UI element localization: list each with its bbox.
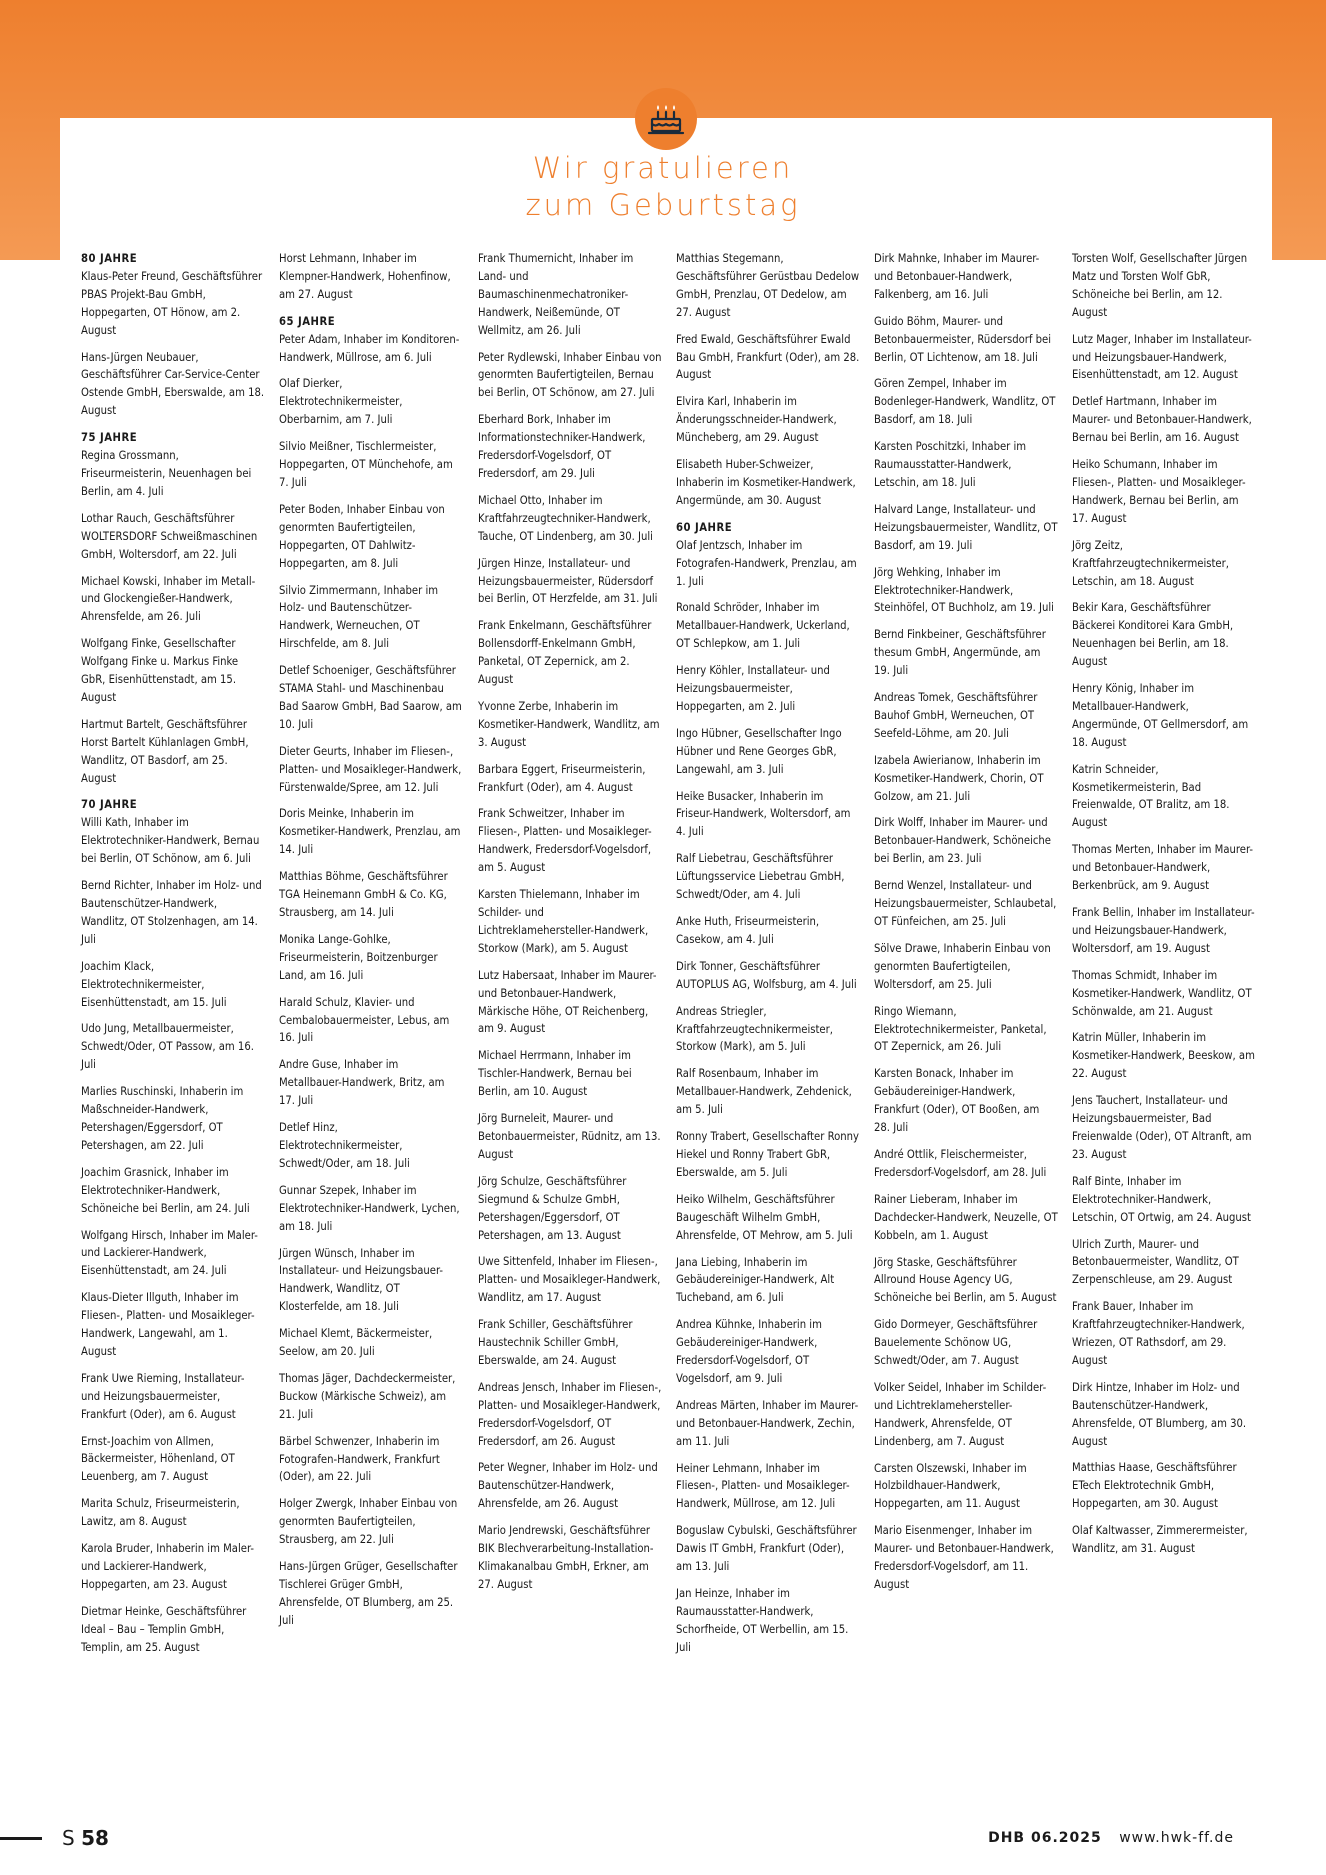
list-item: Lothar Rauch, Geschäftsführer WOLTERSDORF Schweißmaschinen GmbH, Woltersdorf, am 22. Juli	[81, 511, 258, 561]
list-item: Ralf Liebetrau, Geschäftsführer Lüftungsservice Liebetrau GmbH, Schwedt/Oder, am 4. Juli	[676, 852, 845, 902]
list-item: Matthias Haase, Geschäftsführer ETech Elektrotechnik GmbH, Hoppegarten, am 30. August	[1072, 1461, 1237, 1511]
list-item: Udo Jung, Metallbauermeister, Schwedt/Oder, OT Passow, am 16. Juli	[81, 1022, 254, 1072]
list-item: Bernd Richter, Inhaber im Holz- und Bautenschützer-Handwerk, Wandlitz, OT Stolzenhagen, am 14. Juli	[81, 879, 262, 946]
list-item: Eberhard Bork, Inhaber im Informationstechniker-Handwerk, Fredersdorf-Vogelsdorf, OT Fredersdorf, am 29. Juli	[478, 413, 646, 480]
list-column-2	[279, 250, 463, 1639]
footer-rule	[0, 1837, 42, 1840]
list-item: Andre Guse, Inhaber im Metallbauer-Handwerk, Britz, am 17. Juli	[279, 1058, 445, 1108]
list-item: Harald Schulz, Klavier- und Cembalobauermeister, Lebus, am 16. Juli	[279, 995, 450, 1045]
page-prefix: S	[62, 1826, 75, 1850]
list-item: Ronny Trabert, Gesellschafter Ronny Hiekel und Ronny Trabert GbR, Eberswalde, am 5. Juli	[676, 1130, 859, 1179]
list-item: Peter Adam, Inhaber im Konditoren-Handwerk, Müllrose, am 6. Juli	[279, 332, 460, 364]
list-item: Ronald Schröder, Inhaber im Metallbauer-Handwerk, Uckerland, OT Schlepkow, am 1. Juli	[676, 601, 850, 651]
list-item: Thomas Schmidt, Inhaber im Kosmetiker-Handwerk, Wandlitz, OT Schönwalde, am 21. August	[1072, 968, 1252, 1018]
list-item: Dirk Hintze, Inhaber im Holz- und Bautenschützer-Handwerk, Ahrensfelde, OT Blumberg, am 30. August	[1072, 1380, 1247, 1448]
list-item: Frank Bellin, Inhaber im Installateur- und Heizungsbauer-Handwerk, Woltersdorf, am 19. August	[1072, 906, 1255, 955]
list-item: Katrin Müller, Inhaberin im Kosmetiker-Handwerk, Beeskow, am 22. August	[1072, 1031, 1255, 1081]
list-item: Dietmar Heinke, Geschäftsführer Ideal – Bau – Templin GmbH, Templin, am 25. August	[81, 1604, 247, 1654]
list-item: Ralf Binte, Inhaber im Elektrotechniker-Handwerk, Letschin, OT Ortwig, am 24. August	[1072, 1174, 1251, 1224]
list-item: Jana Liebing, Inhaberin im Gebäudereiniger-Handwerk, Alt Tucheband, am 6. Juli	[676, 1255, 835, 1305]
list-item: Jörg Burneleit, Maurer- und Betonbauermeister, Rüdnitz, am 13. August	[478, 1112, 661, 1161]
list-item: Mario Eisenmenger, Inhaber im Maurer- und Betonbauer-Handwerk, Fredersdorf-Vogelsdorf, am 11. August	[874, 1524, 1054, 1591]
list-item: Dieter Geurts, Inhaber im Fliesen-, Platten- und Mosaikleger-Handwerk, Fürstenwalde/Spree, am 12. Juli	[279, 744, 462, 794]
list-item: Michael Otto, Inhaber im Kraftfahrzeugtechniker-Handwerk, Tauche, OT Lindenberg, am 30. Juli	[478, 493, 653, 543]
list-item: Bernd Wenzel, Installateur- und Heizungsbauermeister, Schlaubetal, OT Fünfeichen, am 25. Juli	[874, 879, 1057, 928]
page-title-line-2: zum Geburtstag	[525, 188, 801, 222]
list-item: Peter Boden, Inhaber Einbau von genormten Baufertigteilen, Hoppegarten, OT Dahlwitz-Hoppegarten, am 8. Juli	[279, 502, 445, 570]
list-item: Wolfgang Hirsch, Inhaber im Maler- und Lackierer-Handwerk, Eisenhüttenstadt, am 24. Juli	[81, 1228, 258, 1278]
list-item: Heike Busacker, Inhaberin im Friseur-Handwerk, Woltersdorf, am 4. Juli	[676, 789, 851, 839]
list-item: André Ottlik, Fleischermeister, Fredersdorf-Vogelsdorf, am 28. Juli	[874, 1147, 1047, 1179]
list-item: Klaus-Dieter Illguth, Inhaber im Fliesen-, Platten- und Mosaikleger-Handwerk, Langewahl, am 1. August	[81, 1291, 255, 1358]
list-item: Holger Zwergk, Inhaber Einbau von genormten Baufertigteilen, Strausberg, am 22. Juli	[279, 1497, 458, 1547]
list-item: Henry König, Inhaber im Metallbauer-Handwerk, Angermünde, OT Gellmersdorf, am 18. August	[1072, 682, 1249, 749]
list-item: Heiner Lehmann, Inhaber im Fliesen-, Platten- und Mosaikleger-Handwerk, Müllrose, am 12. Juli	[676, 1461, 850, 1511]
list-item: Lutz Mager, Inhaber im Installateur- und Heizungsbauer-Handwerk, Eisenhüttenstadt, am 12. August	[1072, 332, 1252, 382]
list-item: Silvio Zimmermann, Inhaber im Holz- und Bautenschützer-Handwerk, Werneuchen, OT Hirschfelde, am 8. Juli	[279, 583, 439, 651]
list-item: Thomas Merten, Inhaber im Maurer- und Betonbauer-Handwerk, Berkenbrück, am 9. August	[1072, 843, 1253, 893]
list-item: Gören Zempel, Inhaber im Bodenleger-Handwerk, Wandlitz, OT Basdorf, am 18. Juli	[874, 377, 1056, 427]
list-item: Boguslaw Cybulski, Geschäftsführer Dawis IT GmbH, Frankfurt (Oder), am 13. Juli	[676, 1524, 857, 1574]
list-item: Karsten Poschitzki, Inhaber im Raumausstatter-Handwerk, Letschin, am 18. Juli	[874, 440, 1027, 489]
list-item: Michael Klemt, Bäckermeister, Seelow, am 20. Juli	[279, 1327, 433, 1359]
website-link[interactable]: www.hwk-ff.de	[1119, 1830, 1234, 1846]
list-item: Andreas Striegler, Kraftfahrzeugtechnikermeister, Storkow (Mark), am 5. Juli	[676, 1004, 833, 1054]
list-item: Thomas Jäger, Dachdeckermeister, Buckow (Märkische Schweiz), am 21. Juli	[279, 1371, 456, 1421]
list-item: Izabela Awierianow, Inhaberin im Kosmetiker-Handwerk, Chorin, OT Golzow, am 21. Juli	[874, 753, 1044, 803]
birthday-cake-icon	[646, 99, 686, 139]
page-title-line-1: Wir gratulieren	[532, 151, 794, 185]
list-item: Andreas Tomek, Geschäftsführer Bauhof GmbH, Werneuchen, OT Seefeld-Löhme, am 20. Juli	[874, 691, 1038, 740]
list-item: Ulrich Zurth, Maurer- und Betonbauermeister, Wandlitz, OT Zerpenschleuse, am 29. August	[1072, 1237, 1239, 1287]
list-item: Marlies Ruschinski, Inhaberin im Maßschneider-Handwerk, Petershagen/Eggersdorf, OT Petershagen, am 22. Juli	[81, 1085, 244, 1152]
list-item: Andrea Kühnke, Inhaberin im Gebäudereiniger-Handwerk, Fredersdorf-Vogelsdorf, OT Vogelsdorf, am 9. Juli	[676, 1318, 822, 1385]
list-item: Olaf Jentzsch, Inhaber im Fotografen-Handwerk, Prenzlau, am 1. Juli	[676, 538, 857, 588]
list-item: Monika Lange-Gohlke, Friseurmeisterin, Boitzenburger Land, am 16. Juli	[279, 932, 438, 982]
list-item: Frank Bauer, Inhaber im Kraftfahrzeugtechniker-Handwerk, Wriezen, OT Rathsdorf, am 29. August	[1072, 1300, 1245, 1367]
list-item: Frank Uwe Rieming, Installateur- und Heizungsbauermeister, Frankfurt (Oder), am 6. August	[81, 1371, 245, 1421]
list-item: Matthias Stegemann, Geschäftsführer Gerüstbau Dedelow GmbH, Prenzlau, OT Dedelow, am 27. August	[676, 252, 860, 319]
list-item: Jürgen Hinze, Installateur- und Heizungsbauermeister, Rüdersdorf bei Berlin, OT Herzfelde, am 31. Juli	[478, 556, 658, 606]
list-item: Fred Ewald, Geschäftsführer Ewald Bau GmbH, Frankfurt (Oder), am 28. August	[676, 332, 860, 382]
list-column-3	[478, 250, 662, 1603]
list-item: Hans-Jürgen Neubauer, Geschäftsführer Car-Service-Center Ostende GmbH, Eberswalde, am 18. August	[81, 350, 265, 418]
list-item: Peter Rydlewski, Inhaber Einbau von genormten Baufertigteilen, Bernau bei Berlin, OT Schönow, am 27. Juli	[478, 350, 662, 400]
list-item: Halvard Lange, Installateur- und Heizungsbauermeister, Wandlitz, OT Basdorf, am 19. Juli	[874, 502, 1058, 552]
list-item: Heiko Wilhelm, Geschäftsführer Baugeschäft Wilhelm GmbH, Ahrensfelde, OT Mehrow, am 5. Juli	[676, 1192, 853, 1242]
age-group-heading: 70 JAHRE	[81, 798, 138, 812]
list-item: Bernd Finkbeiner, Geschäftsführer thesum GmbH, Angermünde, am 19. Juli	[874, 628, 1046, 678]
footer-issue-url	[988, 1830, 1234, 1846]
list-item: Olaf Kaltwasser, Zimmerermeister, Wandlitz, am 31. August	[1072, 1524, 1248, 1556]
list-item: Dirk Wolff, Inhaber im Maurer- und Betonbauer-Handwerk, Schöneiche bei Berlin, am 23. Juli	[874, 816, 1051, 866]
list-item: Peter Wegner, Inhaber im Holz- und Bautenschützer-Handwerk, Ahrensfelde, am 26. August	[478, 1461, 658, 1511]
list-column-4	[676, 250, 860, 1666]
list-item: Frank Schweitzer, Inhaber im Fliesen-, Platten- und Mosaikleger-Handwerk, Fredersdorf-Vogelsdorf, am 5. August	[478, 807, 652, 875]
age-group-heading: 80 JAHRE	[81, 252, 138, 265]
list-item: Matthias Böhme, Geschäftsführer TGA Heinemann GmbH & Co. KG, Strausberg, am 14. Juli	[279, 870, 448, 919]
list-item: Andreas Märten, Inhaber im Maurer- und Betonbauer-Handwerk, Zechin, am 11. Juli	[676, 1398, 859, 1448]
list-item: Dirk Mahnke, Inhaber im Maurer- und Betonbauer-Handwerk, Falkenberg, am 16. Juli	[874, 252, 1040, 301]
list-item: Lutz Habersaat, Inhaber im Maurer- und Betonbauer-Handwerk, Märkische Höhe, OT Reichenberg, am 9. August	[478, 968, 657, 1036]
list-item: Ralf Rosenbaum, Inhaber im Metallbauer-Handwerk, Zehdenick, am 5. Juli	[676, 1067, 852, 1117]
list-item: Anke Huth, Friseurmeisterin, Casekow, am 4. Juli	[676, 915, 820, 946]
list-item: Andreas Jensch, Inhaber im Fliesen-, Platten- und Mosaikleger-Handwerk, Fredersdorf-Vogelsdorf, OT Fredersdorf, am 26. August	[478, 1380, 662, 1448]
list-item: Jörg Wehking, Inhaber im Elektrotechniker-Handwerk, Steinhöfel, OT Buchholz, am 19. Juli	[874, 565, 1054, 615]
list-column-6	[1072, 250, 1256, 1567]
page-title	[0, 150, 1326, 224]
list-item: Jan Heinze, Inhaber im Raumausstatter-Handwerk, Schorfheide, OT Werbellin, am 15. Juli	[676, 1587, 849, 1654]
list-item: Jürgen Wünsch, Inhaber im Installateur- und Heizungsbauer-Handwerk, Wandlitz, OT Klosterfelde, am 18. Juli	[279, 1246, 444, 1314]
list-item: Jörg Staske, Geschäftsführer Allround House Agency UG, Schöneiche bei Berlin, am 5. August	[874, 1255, 1057, 1305]
list-item: Detlef Hartmann, Inhaber im Maurer- und Betonbauer-Handwerk, Bernau bei Berlin, am 16. August	[1072, 395, 1252, 445]
list-item: Horst Lehmann, Inhaber im Klempner-Handwerk, Hohenfinow, am 27. August	[279, 252, 451, 301]
list-item: Detlef Schoeniger, Geschäftsführer STAMA Stahl- und Maschinenbau Bad Saarow GmbH, Bad Saarow, am 10. Juli	[279, 664, 462, 731]
list-item: Jens Tauchert, Installateur- und Heizungsbauermeister, Bad Freienwalde (Oder), OT Altranft, am 23. August	[1072, 1094, 1252, 1161]
list-item: Jörg Zeitz, Kraftfahrzeugtechnikermeister, Letschin, am 18. August	[1072, 538, 1229, 588]
list-item: Sölve Drawe, Inhaberin Einbau von genormten Baufertigteilen, Woltersdorf, am 25. Juli	[874, 941, 1051, 991]
list-item: Joachim Grasnick, Inhaber im Elektrotechniker-Handwerk, Schöneiche bei Berlin, am 24. Juli	[81, 1165, 250, 1215]
list-item: Frank Schiller, Geschäftsführer Haustechnik Schiller GmbH, Eberswalde, am 24. August	[478, 1318, 633, 1367]
list-item: Elisabeth Huber-Schweizer, Inhaberin im Kosmetiker-Handwerk, Angermünde, am 30. August	[676, 458, 856, 507]
list-item: Dirk Tonner, Geschäftsführer AUTOPLUS AG, Wolfsburg, am 4. Juli	[676, 959, 857, 991]
list-item: Karola Bruder, Inhaberin im Maler- und Lackierer-Handwerk, Hoppegarten, am 23. August	[81, 1542, 254, 1591]
list-item: Wolfgang Finke, Gesellschafter Wolfgang Finke u. Markus Finke GbR, Eisenhüttenstadt, am 15. August	[81, 637, 239, 704]
list-item: Karsten Thielemann, Inhaber im Schilder- und Lichtreklamehersteller-Handwerk, Storkow (Mark), am 5. August	[478, 888, 649, 955]
list-item: Klaus-Peter Freund, Geschäftsführer PBAS Projekt-Bau GmbH, Hoppegarten, OT Hönow, am 2. August	[81, 269, 263, 337]
list-item: Ringo Wiemann, Elektrotechnikermeister, Panketal, OT Zepernick, am 26. Juli	[874, 1004, 1047, 1054]
list-item: Frank Enkelmann, Geschäftsführer Bollensdorff-Enkelmann GmbH, Panketal, OT Zepernick, am 2. August	[478, 619, 652, 687]
list-item: Guido Böhm, Maurer- und Betonbauermeister, Rüdersdorf bei Berlin, OT Lichtenow, am 18. Juli	[874, 314, 1051, 364]
list-item: Doris Meinke, Inhaberin im Kosmetiker-Handwerk, Prenzlau, am 14. Juli	[279, 807, 461, 857]
list-item: Michael Herrmann, Inhaber im Tischler-Handwerk, Bernau bei Berlin, am 10. August	[478, 1049, 632, 1099]
list-item: Michael Kowski, Inhaber im Metall- und Glockengießer-Handwerk, Ahrensfelde, am 26. Juli	[81, 574, 256, 624]
list-column-5	[874, 250, 1058, 1603]
list-item: Regina Grossmann, Friseurmeisterin, Neuenhagen bei Berlin, am 4. Juli	[81, 449, 252, 498]
age-group-heading: 65 JAHRE	[279, 314, 336, 328]
list-item: Gunnar Szepek, Inhaber im Elektrotechniker-Handwerk, Lychen, am 18. Juli	[279, 1183, 460, 1233]
list-item: Uwe Sittenfeld, Inhaber im Fliesen-, Platten- und Mosaikleger-Handwerk, Wandlitz, am 17. August	[478, 1255, 661, 1305]
list-item: Frank Thumernicht, Inhaber im Land- und Baumaschinenmechatroniker-Handwerk, Neißemünde, OT Wellmitz, am 26. Juli	[478, 252, 634, 337]
list-item: Volker Seidel, Inhaber im Schilder- und Lichtreklamehersteller-Handwerk, Ahrensfelde, OT Lindenberg, am 7. August	[874, 1380, 1047, 1448]
list-item: Yvonne Zerbe, Inhaberin im Kosmetiker-Handwerk, Wandlitz, am 3. August	[478, 699, 660, 749]
issue-label: DHB 06.2025	[988, 1830, 1102, 1846]
page-number	[62, 1826, 109, 1850]
list-item: Jörg Schulze, Geschäftsführer Siegmund & Schulze GmbH, Petershagen/Eggersdorf, OT Petershagen, am 13. August	[478, 1174, 627, 1242]
age-group-heading: 75 JAHRE	[81, 431, 138, 445]
list-item: Bärbel Schwenzer, Inhaberin im Fotografen-Handwerk, Frankfurt (Oder), am 22. Juli	[279, 1434, 440, 1484]
page-number-value: 58	[81, 1826, 109, 1850]
list-item: Heiko Schumann, Inhaber im Fliesen-, Platten- und Mosaikleger-Handwerk, Bernau bei Berlin, am 17. August	[1072, 458, 1246, 525]
list-item: Hartmut Bartelt, Geschäftsführer Horst Bartelt Kühlanlagen GmbH, Wandlitz, OT Basdorf, am 25. August	[81, 717, 249, 785]
list-item: Joachim Klack, Elektrotechnikermeister, Eisenhüttenstadt, am 15. Juli	[81, 959, 227, 1009]
birthday-cake-badge	[635, 88, 697, 150]
list-item: Hans-Jürgen Grüger, Gesellschafter Tischlerei Grüger GmbH, Ahrensfelde, OT Blumberg, am 25. Juli	[279, 1560, 458, 1627]
list-item: Carsten Olszewski, Inhaber im Holzbildhauer-Handwerk, Hoppegarten, am 11. August	[874, 1461, 1027, 1511]
list-item: Torsten Wolf, Gesellschafter Jürgen Matz und Torsten Wolf GbR, Schöneiche bei Berlin, am 12. August	[1072, 252, 1248, 319]
list-item: Bekir Kara, Geschäftsführer Bäckerei Konditorei Kara GmbH, Neuenhagen bei Berlin, am 18. August	[1072, 601, 1234, 669]
list-column-1	[81, 250, 265, 1666]
list-item: Silvio Meißner, Tischlermeister, Hoppegarten, OT Münchehofe, am 7. Juli	[279, 440, 453, 489]
list-item: Detlef Hinz, Elektrotechnikermeister, Schwedt/Oder, am 18. Juli	[279, 1121, 410, 1170]
list-item: Marita Schulz, Friseurmeisterin, Lawitz, am 8. August	[81, 1497, 240, 1529]
list-item: Katrin Schneider, Kosmetikermeisterin, Bad Freienwalde, OT Bralitz, am 18. August	[1072, 762, 1230, 830]
list-item: Karsten Bonack, Inhaber im Gebäudereiniger-Handwerk, Frankfurt (Oder), OT Booßen, am 28. Juli	[874, 1067, 1040, 1135]
list-item: Mario Jendrewski, Geschäftsführer BIK Blechverarbeitung-Installation-Klimakanalbau GmbH, Erkner, am 27. August	[478, 1524, 654, 1591]
list-item: Rainer Lieberam, Inhaber im Dachdecker-Handwerk, Neuzelle, OT Kobbeln, am 1. August	[874, 1192, 1058, 1242]
list-item: Elvira Karl, Inhaberin im Änderungsschneider-Handwerk, Müncheberg, am 29. August	[676, 395, 837, 445]
list-item: Willi Kath, Inhaber im Elektrotechniker-Handwerk, Bernau bei Berlin, OT Schönow, am 6. Juli	[81, 816, 260, 866]
age-group-heading: 60 JAHRE	[676, 520, 733, 534]
page-footer	[0, 1826, 1326, 1850]
list-item: Ingo Hübner, Gesellschafter Ingo Hübner und Rene Georges GbR, Langewahl, am 3. Juli	[676, 726, 842, 776]
list-item: Ernst-Joachim von Allmen, Bäckermeister, Höhenland, OT Leuenberg, am 7. August	[81, 1434, 235, 1484]
list-item: Olaf Dierker, Elektrotechnikermeister, Oberbarnim, am 7. Juli	[279, 377, 403, 427]
list-item: Barbara Eggert, Friseurmeisterin, Frankfurt (Oder), am 4. August	[478, 762, 646, 794]
list-item: Gido Dormeyer, Geschäftsführer Bauelemente Schönow UG, Schwedt/Oder, am 7. August	[874, 1318, 1038, 1368]
list-item: Henry Köhler, Installateur- und Heizungsbauermeister, Hoppegarten, am 2. Juli	[676, 664, 830, 713]
